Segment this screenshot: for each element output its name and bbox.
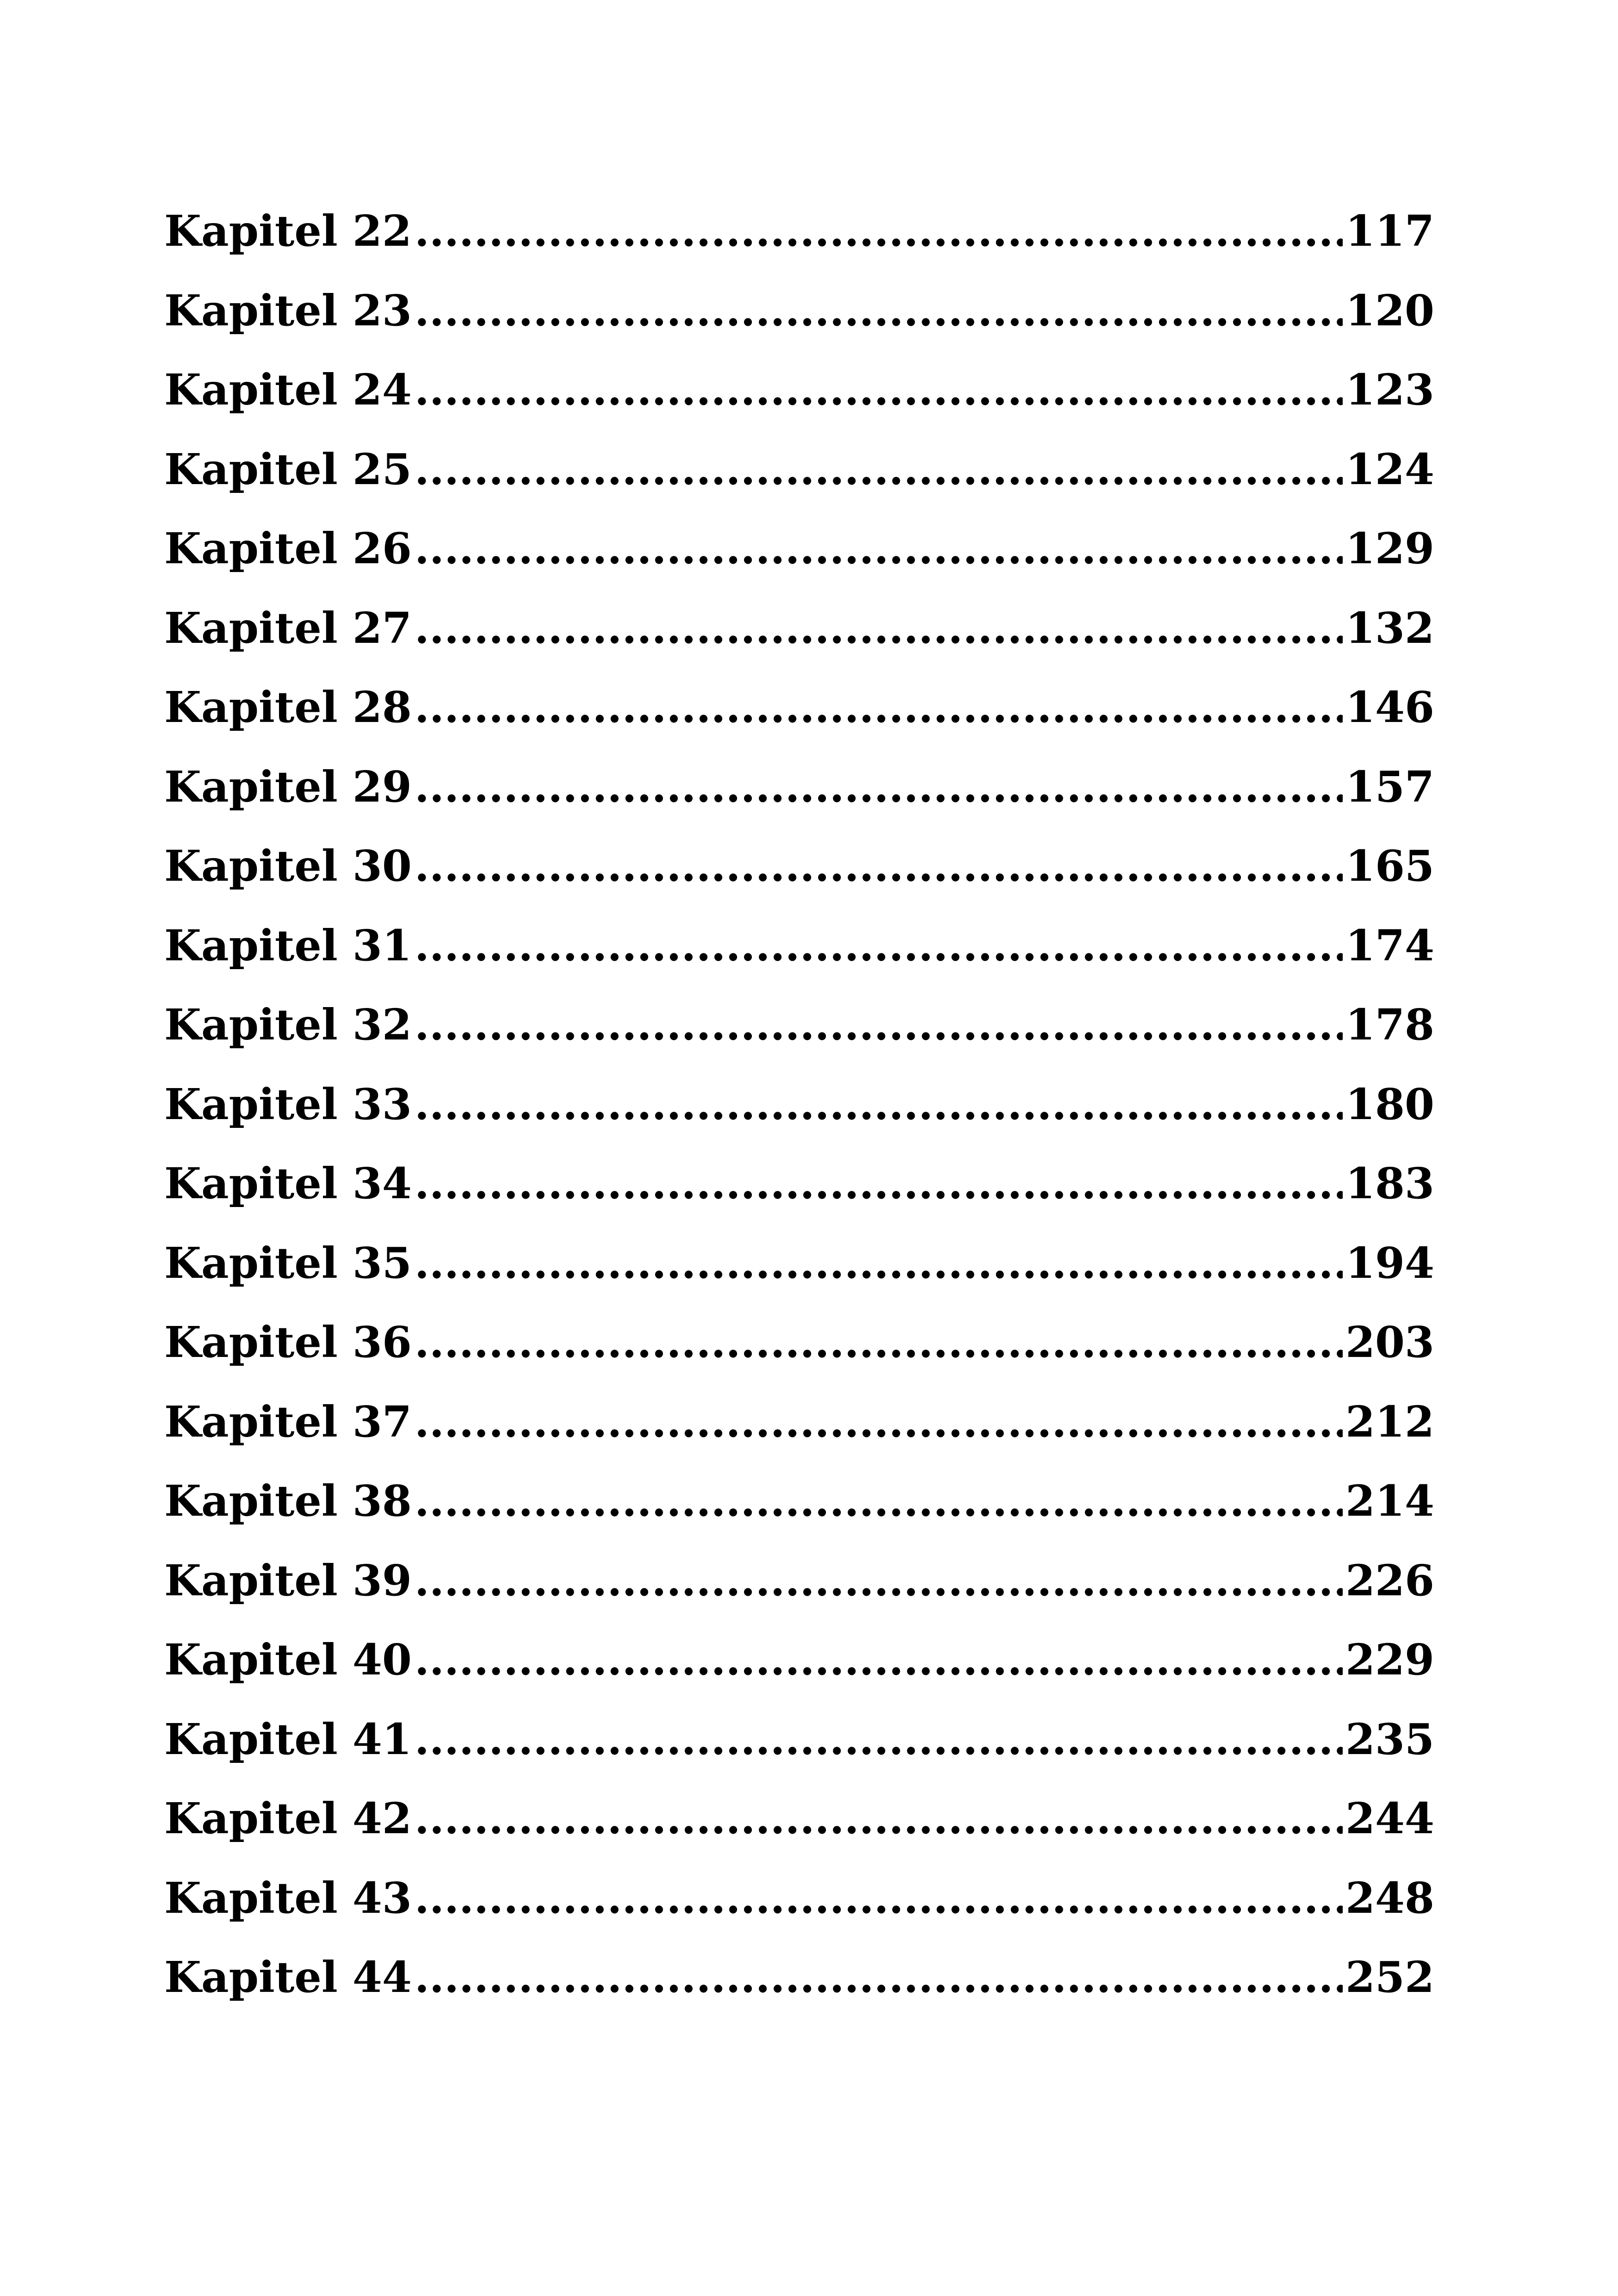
toc-dot-leader [415,762,1343,812]
toc-entry-title: Kapitel 39 [164,1555,412,1605]
toc-entry-page-number: 203 [1345,1317,1434,1367]
toc-entry-title: Kapitel 44 [164,1952,412,2002]
toc-entry[interactable] [164,365,1434,444]
table-of-contents [164,206,1434,2032]
toc-entry-title: Kapitel 31 [164,920,412,971]
toc-dot-leader [415,1397,1343,1447]
toc-entry[interactable] [164,1317,1434,1397]
toc-entry-page-number: 157 [1345,761,1434,812]
toc-entry-title: Kapitel 35 [164,1238,412,1288]
toc-dot-leader [415,1158,1343,1208]
toc-entry[interactable] [164,1873,1434,1953]
toc-entry[interactable] [164,1635,1434,1714]
toc-entry-page-number: 214 [1345,1476,1434,1526]
toc-entry[interactable] [164,206,1434,286]
toc-dot-leader [415,365,1343,415]
toc-entry-title: Kapitel 32 [164,1000,412,1050]
toc-entry-title: Kapitel 42 [164,1793,412,1843]
toc-entry-page-number: 212 [1345,1396,1434,1447]
toc-entry-title: Kapitel 30 [164,841,412,891]
toc-dot-leader [415,921,1343,971]
toc-entry[interactable] [164,444,1434,524]
toc-entry[interactable] [164,1556,1434,1635]
toc-entry-title: Kapitel 41 [164,1714,412,1764]
toc-dot-leader [415,286,1343,336]
toc-dot-leader [415,603,1343,653]
toc-dot-leader [415,444,1343,494]
toc-dot-leader [415,1079,1343,1129]
toc-entry[interactable] [164,523,1434,603]
toc-entry[interactable] [164,1793,1434,1873]
toc-entry[interactable] [164,1158,1434,1238]
toc-entry-title: Kapitel 37 [164,1396,412,1447]
toc-entry-page-number: 235 [1345,1714,1434,1764]
toc-entry[interactable] [164,603,1434,683]
toc-dot-leader [415,1000,1343,1050]
toc-entry-page-number: 132 [1345,603,1434,653]
toc-entry[interactable] [164,762,1434,841]
toc-entry-title: Kapitel 28 [164,682,412,732]
toc-entry-title: Kapitel 33 [164,1079,412,1129]
toc-entry-page-number: 117 [1345,206,1434,256]
toc-entry-page-number: 123 [1345,365,1434,415]
toc-entry-page-number: 178 [1345,1000,1434,1050]
toc-entry-page-number: 124 [1345,444,1434,494]
toc-dot-leader [415,841,1343,891]
toc-entry-title: Kapitel 25 [164,444,412,494]
toc-entry-title: Kapitel 26 [164,523,412,573]
toc-entry-title: Kapitel 23 [164,285,412,336]
toc-entry-title: Kapitel 34 [164,1158,412,1208]
toc-entry[interactable] [164,1952,1434,2032]
toc-entry[interactable] [164,1079,1434,1159]
toc-entry[interactable] [164,286,1434,365]
toc-entry-page-number: 146 [1345,682,1434,732]
toc-entry-page-number: 226 [1345,1555,1434,1605]
toc-entry[interactable] [164,1397,1434,1476]
toc-entry-page-number: 183 [1345,1158,1434,1208]
toc-entry-page-number: 129 [1345,523,1434,573]
toc-dot-leader [415,1793,1343,1843]
toc-entry-title: Kapitel 36 [164,1317,412,1367]
toc-entry[interactable] [164,921,1434,1000]
toc-dot-leader [415,1635,1343,1685]
toc-entry-page-number: 244 [1345,1793,1434,1843]
toc-entry[interactable] [164,682,1434,762]
toc-dot-leader [415,206,1343,256]
toc-entry[interactable] [164,841,1434,921]
toc-dot-leader [415,1873,1343,1923]
toc-entry-title: Kapitel 40 [164,1635,412,1685]
toc-entry-page-number: 194 [1345,1238,1434,1288]
toc-entry[interactable] [164,1476,1434,1556]
toc-dot-leader [415,682,1343,732]
toc-entry-page-number: 120 [1345,285,1434,336]
toc-entry[interactable] [164,1238,1434,1318]
toc-dot-leader [415,1238,1343,1288]
toc-entry-page-number: 252 [1345,1952,1434,2002]
toc-dot-leader [415,1556,1343,1605]
toc-entry[interactable] [164,1714,1434,1794]
toc-entry-page-number: 248 [1345,1873,1434,1923]
toc-entry-page-number: 180 [1345,1079,1434,1129]
toc-entry-page-number: 174 [1345,920,1434,971]
toc-entry-title: Kapitel 27 [164,603,412,653]
toc-entry-title: Kapitel 38 [164,1476,412,1526]
toc-entry-page-number: 229 [1345,1635,1434,1685]
toc-entry-title: Kapitel 24 [164,365,412,415]
toc-entry[interactable] [164,1000,1434,1079]
toc-dot-leader [415,523,1343,573]
toc-entry-title: Kapitel 29 [164,761,412,812]
toc-dot-leader [415,1317,1343,1367]
toc-entry-page-number: 165 [1345,841,1434,891]
toc-entry-title: Kapitel 43 [164,1873,412,1923]
toc-dot-leader [415,1952,1343,2002]
toc-dot-leader [415,1714,1343,1764]
toc-dot-leader [415,1476,1343,1526]
toc-entry-title: Kapitel 22 [164,206,412,256]
